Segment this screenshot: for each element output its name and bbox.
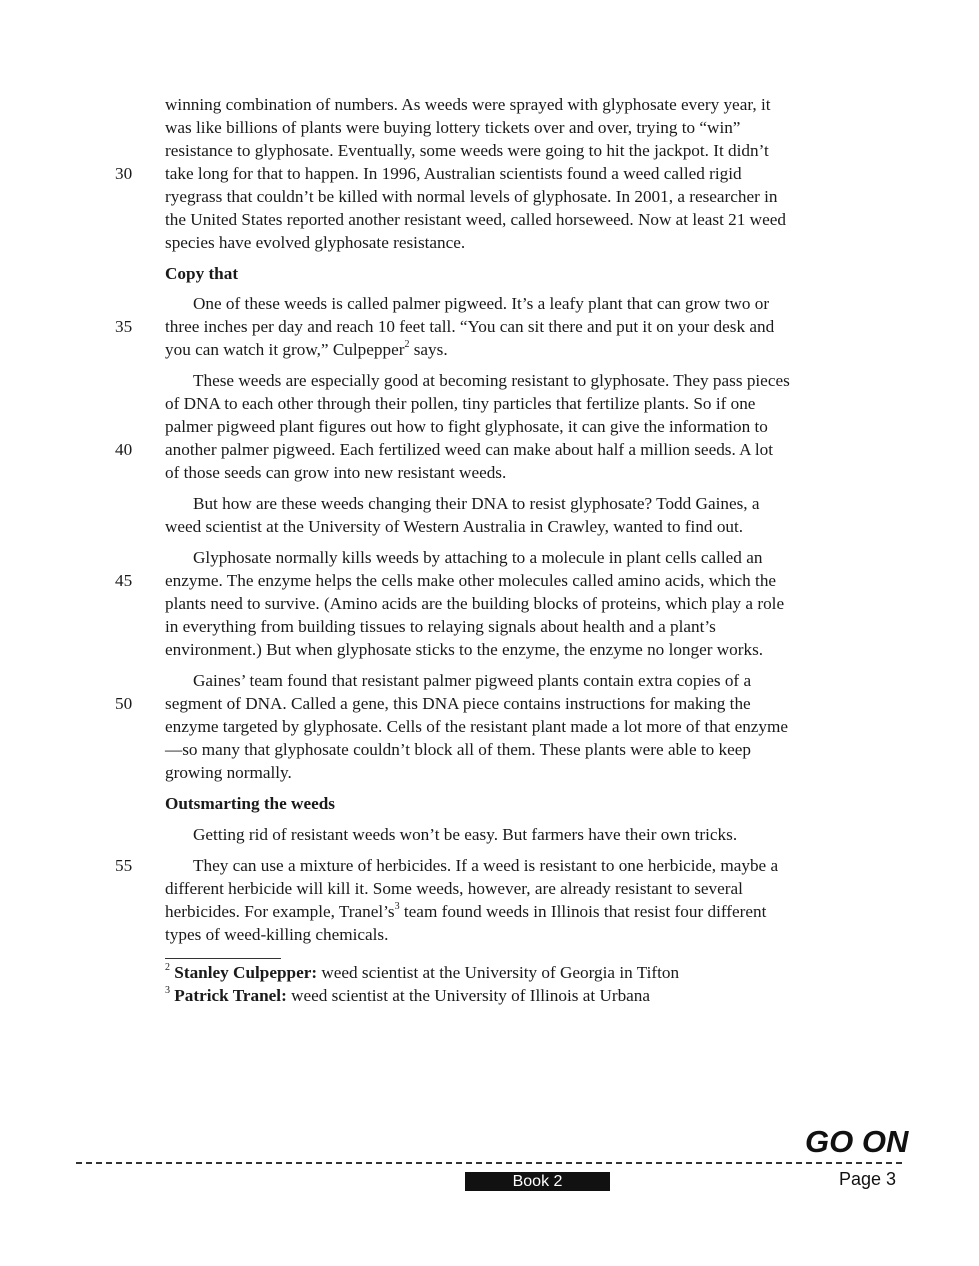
text-line: in everything from building tissues to relaying signals about health and a plant’s [165, 617, 716, 636]
text-line: Glyphosate normally kills weeds by attaching to a molecule in plant cells called an [193, 548, 763, 567]
text-line: palmer pigweed plant figures out how to fight glyphosate, it can give the information to [165, 417, 768, 436]
text-line: another palmer pigweed. Each fertilized weed can make about half a million seeds. A lot [165, 440, 774, 459]
go-on-label: GO ON [805, 1124, 909, 1159]
text-line: take long for that to happen. In 1996, Australian scientists found a weed called rigid [165, 164, 742, 183]
line-number: 40 [115, 440, 133, 459]
text-line: plants need to survive. (Amino acids are the building blocks of proteins, which play a role [165, 594, 785, 613]
text-line: three inches per day and reach 10 feet tall. “You can sit there and put it on your desk and [165, 317, 775, 336]
text-line: ryegrass that couldn’t be killed with normal levels of glyphosate. In 2001, a researcher in [165, 187, 778, 206]
text-line: different herbicide will kill it. Some weeds, however, are already resistant to several [165, 879, 743, 898]
text-line: environment.) But when glyphosate sticks to the enzyme, the enzyme no longer works. [165, 640, 764, 659]
text-line: winning combination of numbers. As weeds were sprayed with glyphosate every year, it [165, 95, 771, 114]
text-line: growing normally. [165, 763, 292, 782]
text-line: resistance to glyphosate. Eventually, some weeds were going to hit the jackpot. It didn’t [165, 141, 769, 160]
line-number: 45 [115, 571, 133, 590]
footnote-ref: 3 [394, 901, 400, 913]
text-line: One of these weeds is called palmer pigweed. It’s a leafy plant that can grow two or [193, 294, 770, 313]
text-line: herbicides. For example, $Tranel’s^3$ team found weeds in Illinois that resist four different [165, 901, 767, 921]
text-line: was like billions of plants were buying lottery tickets over and over, trying to “win” [165, 118, 741, 137]
footnote-ref: 2 [404, 339, 410, 351]
page-number: Page 3 [839, 1169, 897, 1189]
text-line: But how are these weeds changing their DNA to resist glyphosate? Todd Gaines, a [193, 494, 760, 513]
text-line: of DNA to each other through their pollen, tiny particles that fertilize plants. So if one [165, 394, 756, 413]
text-line: you can watch it grow,” Culpepper$^2$ says. [165, 339, 448, 359]
text-line: the United States reported another resistant weed, called horseweed. Now at least 21 weed [165, 210, 786, 229]
text-line: enzyme targeted by glyphosate. Cells of the resistant plant made a lot more of that enzyme [165, 717, 789, 736]
text-line: types of weed-killing chemicals. [165, 925, 389, 944]
line-number: 30 [115, 164, 133, 183]
text-line: enzyme. The enzyme helps the cells make other molecules called amino acids, which the [165, 571, 777, 590]
text-line: They can use a mixture of herbicides. If a weed is resistant to one herbicide, maybe a [193, 856, 779, 875]
footnote: $^2$ Stanley Culpepper: weed scientist at the University of Georgia in Tifton [165, 962, 680, 982]
text-line: Getting rid of resistant weeds won’t be easy. But farmers have their own tricks. [193, 825, 738, 844]
section-heading-outsmarting: Outsmarting the weeds [165, 794, 335, 813]
line-number: 35 [115, 317, 133, 336]
text-line: weed scientist at the University of Western Australia in Crawley, wanted to find out. [165, 517, 744, 536]
section-heading-copy-that: Copy that [165, 264, 239, 283]
footnote: $^3$ Patrick Tranel: weed scientist at the University of Illinois at Urbana [165, 985, 651, 1005]
text-line: segment of DNA. Called a gene, this DNA piece contains instructions for making the [165, 694, 751, 713]
line-number: 55 [115, 856, 133, 875]
text-line: species have evolved glyphosate resistance. [165, 233, 466, 252]
footer-dashed-divider [76, 1162, 902, 1164]
text-line: of those seeds can grow into new resistant weeds. [165, 463, 507, 482]
book-label: Book 2 [465, 1172, 610, 1191]
text-line: Gaines’ team found that resistant palmer pigweed plants contain extra copies of a [193, 671, 752, 690]
footnote-divider [165, 958, 281, 959]
text-line: These weeds are especially good at becoming resistant to glyphosate. They pass pieces [193, 371, 790, 390]
line-number: 50 [115, 694, 133, 713]
text-line: —so many that glyphosate couldn’t block all of them. These plants were able to keep [165, 740, 751, 759]
